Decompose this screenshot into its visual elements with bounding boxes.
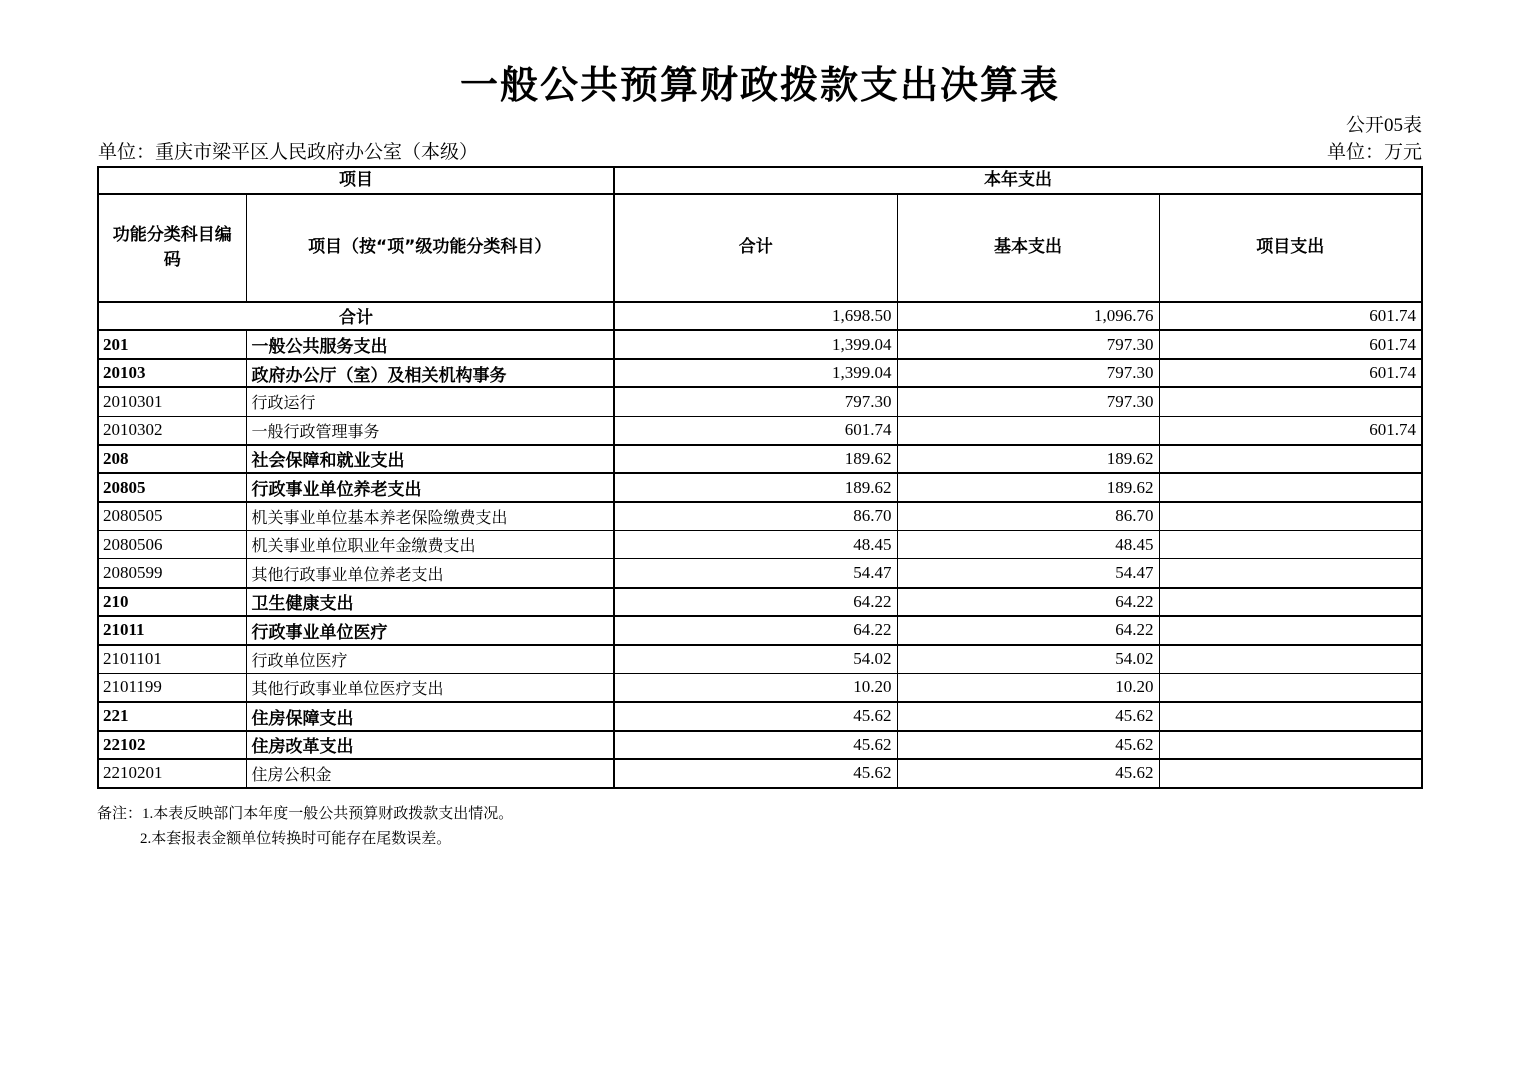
table-row	[98, 759, 1422, 788]
name-cell: 行政运行	[246, 387, 614, 416]
project-expense-cell	[1159, 673, 1422, 702]
page-title: 一般公共预算财政拨款支出决算表	[459, 63, 1060, 107]
code-cell: 210	[98, 588, 246, 617]
code-cell: 2080506	[98, 530, 246, 559]
code-cell: 221	[98, 702, 246, 731]
name-cell: 住房公积金	[246, 759, 614, 788]
name-cell: 行政事业单位养老支出	[246, 473, 614, 502]
total-cell: 10.20	[614, 673, 897, 702]
basic-expense-cell: 189.62	[897, 445, 1159, 474]
basic-expense-cell: 64.22	[897, 588, 1159, 617]
name-cell: 社会保障和就业支出	[246, 445, 614, 474]
table-row	[98, 302, 1422, 331]
total-cell: 189.62	[614, 445, 897, 474]
name-cell: 行政单位医疗	[246, 645, 614, 674]
code-cell: 20103	[98, 359, 246, 388]
table-row	[98, 445, 1422, 474]
project-expense-cell	[1159, 473, 1422, 502]
project-expense-cell	[1159, 616, 1422, 645]
total-cell: 189.62	[614, 473, 897, 502]
table-row	[98, 588, 1422, 617]
basic-expense-cell: 64.22	[897, 616, 1159, 645]
basic-expense-cell: 45.62	[897, 702, 1159, 731]
basic-expense-cell: 45.62	[897, 731, 1159, 760]
total-cell: 45.62	[614, 731, 897, 760]
name-cell: 其他行政事业单位养老支出	[246, 559, 614, 588]
table-row	[98, 616, 1422, 645]
code-cell: 2080505	[98, 502, 246, 531]
code-cell: 201	[98, 330, 246, 359]
basic-expense-cell: 797.30	[897, 387, 1159, 416]
total-cell: 64.22	[614, 616, 897, 645]
basic-expense-cell: 189.62	[897, 473, 1159, 502]
table-row	[98, 702, 1422, 731]
note-item-1: 1.本表反映部门本年度一般公共预算财政拨款支出情况。	[142, 806, 514, 822]
project-expense-cell	[1159, 645, 1422, 674]
project-expense-cell	[1159, 445, 1422, 474]
project-expense-cell: 601.74	[1159, 416, 1422, 445]
header-group-current-year: 本年支出	[614, 167, 1422, 194]
code-cell: 208	[98, 445, 246, 474]
total-cell: 1,399.04	[614, 330, 897, 359]
total-cell: 1,698.50	[614, 302, 897, 331]
table-row	[98, 673, 1422, 702]
table-row	[98, 387, 1422, 416]
total-cell: 64.22	[614, 588, 897, 617]
name-cell: 机关事业单位职业年金缴费支出	[246, 530, 614, 559]
table-row	[98, 645, 1422, 674]
code-cell: 20805	[98, 473, 246, 502]
total-cell: 54.47	[614, 559, 897, 588]
header-col-name: 项目（按“项”级功能分类科目）	[246, 194, 614, 302]
total-cell: 601.74	[614, 416, 897, 445]
total-cell: 86.70	[614, 502, 897, 531]
code-cell: 22102	[98, 731, 246, 760]
table-body	[98, 302, 1422, 788]
code-cell: 2080599	[98, 559, 246, 588]
name-cell: 行政事业单位医疗	[246, 616, 614, 645]
header-col-code: 功能分类科目编码	[98, 194, 246, 302]
basic-expense-cell: 797.30	[897, 330, 1159, 359]
project-expense-cell	[1159, 731, 1422, 760]
project-expense-cell	[1159, 759, 1422, 788]
table-row	[98, 359, 1422, 388]
project-expense-cell	[1159, 502, 1422, 531]
name-cell: 卫生健康支出	[246, 588, 614, 617]
total-cell: 48.45	[614, 530, 897, 559]
code-cell: 2010301	[98, 387, 246, 416]
code-cell: 2010302	[98, 416, 246, 445]
basic-expense-cell: 797.30	[897, 359, 1159, 388]
name-cell: 其他行政事业单位医疗支出	[246, 673, 614, 702]
basic-expense-cell	[897, 416, 1159, 445]
table-row	[98, 731, 1422, 760]
project-expense-cell	[1159, 387, 1422, 416]
basic-expense-cell: 1,096.76	[897, 302, 1159, 331]
code-cell: 2101199	[98, 673, 246, 702]
project-expense-cell: 601.74	[1159, 302, 1422, 331]
total-cell: 54.02	[614, 645, 897, 674]
project-expense-cell	[1159, 702, 1422, 731]
table-row	[98, 330, 1422, 359]
name-cell: 住房改革支出	[246, 731, 614, 760]
name-cell: 政府办公厅（室）及相关机构事务	[246, 359, 614, 388]
name-cell: 机关事业单位基本养老保险缴费支出	[246, 502, 614, 531]
name-cell: 一般公共服务支出	[246, 330, 614, 359]
header-group-row	[98, 167, 1422, 194]
code-cell: 2210201	[98, 759, 246, 788]
basic-expense-cell: 54.02	[897, 645, 1159, 674]
budget-table	[97, 166, 1423, 789]
note-item-2: 2.本套报表金额单位转换时可能存在尾数误差。	[140, 831, 452, 847]
code-cell: 2101101	[98, 645, 246, 674]
basic-expense-cell: 54.47	[897, 559, 1159, 588]
notes-label: 备注：	[97, 806, 143, 822]
header-group-item: 项目	[98, 167, 614, 194]
table-row	[98, 473, 1422, 502]
total-cell: 45.62	[614, 702, 897, 731]
table-row	[98, 530, 1422, 559]
basic-expense-cell: 86.70	[897, 502, 1159, 531]
org-label: 单位：重庆市梁平区人民政府办公室（本级）	[98, 142, 479, 163]
project-expense-cell	[1159, 530, 1422, 559]
name-cell: 一般行政管理事务	[246, 416, 614, 445]
project-expense-cell	[1159, 559, 1422, 588]
table-code-label: 公开05表	[1345, 115, 1422, 136]
total-cell: 45.62	[614, 759, 897, 788]
total-cell: 1,399.04	[614, 359, 897, 388]
basic-expense-cell: 45.62	[897, 759, 1159, 788]
name-cell: 住房保障支出	[246, 702, 614, 731]
project-expense-cell: 601.74	[1159, 359, 1422, 388]
summary-label-cell: 合计	[98, 302, 614, 331]
header-col-total: 合计	[614, 194, 897, 302]
total-cell: 797.30	[614, 387, 897, 416]
code-cell: 21011	[98, 616, 246, 645]
table-row	[98, 559, 1422, 588]
header-col-basic: 基本支出	[897, 194, 1159, 302]
note-line	[97, 802, 513, 827]
table-row	[98, 416, 1422, 445]
header-columns-row	[98, 194, 1422, 302]
table-row	[98, 502, 1422, 531]
meta-row	[98, 137, 1422, 164]
notes-block	[97, 802, 513, 852]
unit-label: 单位：万元	[1326, 142, 1422, 163]
basic-expense-cell: 48.45	[897, 530, 1159, 559]
project-expense-cell: 601.74	[1159, 330, 1422, 359]
basic-expense-cell: 10.20	[897, 673, 1159, 702]
header-col-project: 项目支出	[1159, 194, 1422, 302]
project-expense-cell	[1159, 588, 1422, 617]
table-header	[98, 167, 1422, 302]
